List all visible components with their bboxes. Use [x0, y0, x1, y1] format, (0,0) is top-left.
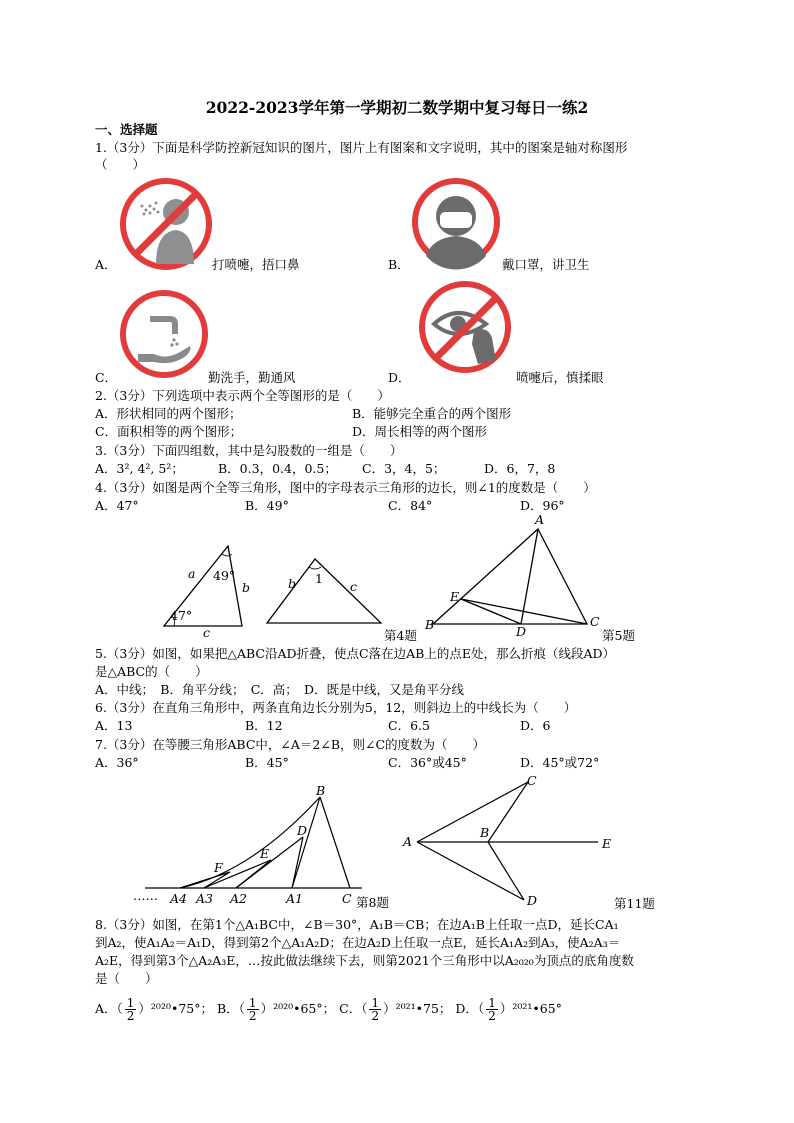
fig8-label-F: F [214, 860, 223, 875]
q5-label-D: D [516, 624, 527, 639]
q3-option-a-value: 3², 4², 5²； [116, 461, 184, 476]
q3-option-a[interactable] [95, 461, 184, 477]
q7-option-a[interactable]: A．36° [95, 755, 139, 770]
q8-line1: 8.（3分）如图，在第1个△A₁BC中，∠B＝30°，A₁B＝CB；在边A₁B上任取一点D，延长CA₁ [95, 917, 619, 932]
q1-option-c-letter[interactable]: C． [95, 370, 118, 385]
fraction-numerator: 1 [126, 996, 135, 1010]
q3-option-a-label: A． [95, 461, 117, 476]
mask-wearing-icon [412, 178, 500, 266]
q2-stem: 2.（3分）下列选项中表示两个全等图形的是（ ） [95, 388, 390, 403]
fig8-label-B: B [316, 783, 326, 798]
q5-triangle-figure [425, 515, 605, 630]
q5-options[interactable]: A．中线； B．角平分线； C．高； D．既是中线，又是角平分线 [95, 682, 465, 697]
q6-option-c[interactable]: C．6.5 [388, 718, 430, 733]
q4-triangle-left [150, 540, 250, 630]
q5-line1: 5.（3分）如图，如果把△ABC沿AD折叠，使点C落在边AB上的点E处，那么折痕（线段AD） [95, 646, 616, 661]
q7-stem: 7.（3分）在等腰三角形ABC中，∠A＝2∠B，则∠C的度数为（ ） [95, 737, 486, 752]
q3-option-d[interactable]: D．6，7，8 [484, 461, 556, 476]
q4-label-b: b [242, 580, 251, 595]
q8-line4: 是（ ） [95, 971, 158, 986]
fraction-denominator: 2 [488, 1009, 496, 1023]
q8-option-b-fraction [247, 997, 259, 1022]
fig11-label-A: A [403, 834, 413, 849]
q8-option-b-tail: ）²⁰²⁰•65°； [260, 1001, 336, 1016]
q3-option-b[interactable]: B．0.3，0.4，0.5； [218, 461, 337, 476]
q6-stem: 6.（3分）在直角三角形中，两条直角边长分别为5，12，则斜边上的中线长为（ ） [95, 700, 577, 715]
q4-label-angle1: 1 [315, 571, 323, 586]
fig11-label-D: D [527, 893, 538, 908]
fig8-caption: 第8题 [356, 895, 389, 910]
q8-options [95, 995, 562, 1023]
q7-option-d[interactable]: D．45°或72° [520, 755, 600, 770]
fig8-label-A1: A1 [286, 891, 303, 906]
q6-option-b[interactable]: B．12 [245, 718, 283, 733]
q8-option-c[interactable] [339, 996, 452, 1023]
fig8-triangle-chain [140, 785, 370, 895]
q4-option-a[interactable]: A．47° [95, 498, 139, 513]
q8-option-a-fraction [125, 997, 137, 1022]
q8-option-c-fraction [369, 997, 381, 1022]
q8-option-d-tail: ）²⁰²¹•65° [499, 1001, 562, 1016]
q8-option-a-tail: ）²⁰²⁰•75°； [138, 1001, 213, 1016]
q4-label-c: c [203, 625, 211, 640]
q3-option-c[interactable]: C．3，4，5； [362, 461, 446, 476]
fig8-ellipsis: …… [133, 888, 158, 903]
fraction-denominator: 2 [371, 1009, 380, 1023]
q1-option-d-caption: 喷嚏后，慎揉眼 [516, 370, 604, 385]
page-title: 2022-2023学年第一学期初二数学期中复习每日一练2 [205, 98, 589, 117]
q8-option-b[interactable] [216, 996, 336, 1023]
q4-option-b[interactable]: B．49° [245, 498, 289, 513]
fraction-numerator: 1 [248, 996, 257, 1010]
q8-line3: A₂E，得到第3个△A₂A₃E，…按此做法继续下去，则第2021个三角形中以A₂₀₂₀为顶点的底角度数 [95, 953, 634, 968]
q6-option-d[interactable]: D．6 [520, 718, 551, 733]
q8-option-b-label: B．（ [216, 1001, 245, 1016]
section-heading: 一、选择题 [95, 122, 158, 137]
fig11-label-E: E [602, 836, 612, 851]
q5-figure-caption: 第5题 [602, 628, 635, 643]
q8-option-a[interactable] [95, 996, 213, 1023]
q5-label-E: E [450, 589, 460, 604]
q5-label-A: A [535, 512, 545, 527]
fig11-label-B: B [480, 825, 490, 840]
q8-option-c-tail: ）²⁰²¹•75； [383, 1001, 452, 1016]
q8-option-d[interactable] [455, 996, 562, 1023]
q1-option-c-caption: 勤洗手，勤通风 [208, 370, 296, 385]
q4-label-a: a [188, 566, 196, 581]
fig8-label-E: E [260, 846, 270, 861]
q1-option-a-letter[interactable]: A． [95, 257, 117, 272]
fig8-label-A2: A2 [230, 891, 247, 906]
q3-stem: 3.（3分）下面四组数，其中是勾股数的一组是（ ） [95, 443, 403, 458]
q8-line2: 到A₂，使A₁A₂＝A₁D，得到第2个△A₁A₂D；在边A₂D上任取一点E，延长A₁A₂到A₃，使A₂A₃＝ [95, 935, 621, 950]
q4-option-d[interactable]: D．96° [520, 498, 565, 513]
q4-label-b2: b [288, 576, 297, 591]
sneeze-prohibited-icon [120, 178, 212, 270]
fig8-label-C: C [342, 891, 352, 906]
q1-paren: （ ） [95, 157, 146, 172]
q1-option-b-caption: 戴口罩，讲卫生 [502, 257, 590, 272]
q6-option-a[interactable]: A．13 [95, 718, 133, 733]
fig8-label-A4: A4 [170, 891, 187, 906]
q2-option-d[interactable]: D．周长相等的两个图形 [352, 424, 488, 439]
fraction-denominator: 2 [248, 1009, 257, 1023]
q4-label-47: 47° [170, 608, 193, 623]
q5-label-C: C [590, 614, 600, 629]
q4-label-c2: c [350, 579, 358, 594]
q5-label-B: B [425, 617, 435, 632]
q4-stem: 4.（3分）如图是两个全等三角形，图中的字母表示三角形的边长，则∠1的度数是（ ） [95, 480, 596, 495]
q8-option-d-label: D．（ [455, 1001, 485, 1016]
fraction-denominator: 2 [126, 1009, 135, 1023]
q4-option-c[interactable]: C．84° [388, 498, 433, 513]
no-eye-rubbing-icon [418, 280, 512, 374]
q4-figure-caption: 第4题 [384, 628, 417, 643]
q7-option-b[interactable]: B．45° [245, 755, 289, 770]
fig8-label-A3: A3 [196, 891, 213, 906]
q1-option-b-letter[interactable]: B． [388, 257, 410, 272]
fraction-numerator: 1 [371, 996, 380, 1010]
fig11-caption: 第11题 [614, 896, 655, 911]
q8-option-c-label: C．（ [339, 1001, 368, 1016]
fraction-numerator: 1 [488, 996, 496, 1010]
fig11-figure [410, 780, 610, 905]
q5-line2: 是△ABC的（ ） [95, 664, 208, 679]
q7-option-c[interactable]: C．36°或45° [388, 755, 467, 770]
q1-stem: 1.（3分）下面是科学防控新冠知识的图片，图片上有图案和文字说明，其中的图案是轴对称图形 [95, 140, 628, 155]
q1-option-a-caption: 打喷嚏，捂口鼻 [212, 257, 300, 272]
q4-label-49: 49° [213, 568, 236, 583]
q4-triangle-right [265, 555, 385, 625]
q2-option-b[interactable]: B．能够完全重合的两个图形 [352, 406, 512, 421]
q8-option-a-label: A．（ [95, 1001, 123, 1016]
q1-option-d-letter[interactable]: D． [388, 370, 411, 385]
handwash-icon [120, 290, 208, 378]
q2-option-c[interactable]: C．面积相等的两个图形； [95, 424, 243, 439]
fig8-label-D: D [297, 823, 308, 838]
fig11-label-C: C [527, 773, 537, 788]
q2-option-a[interactable]: A．形状相同的两个图形； [95, 406, 242, 421]
q8-option-d-fraction [486, 997, 498, 1022]
